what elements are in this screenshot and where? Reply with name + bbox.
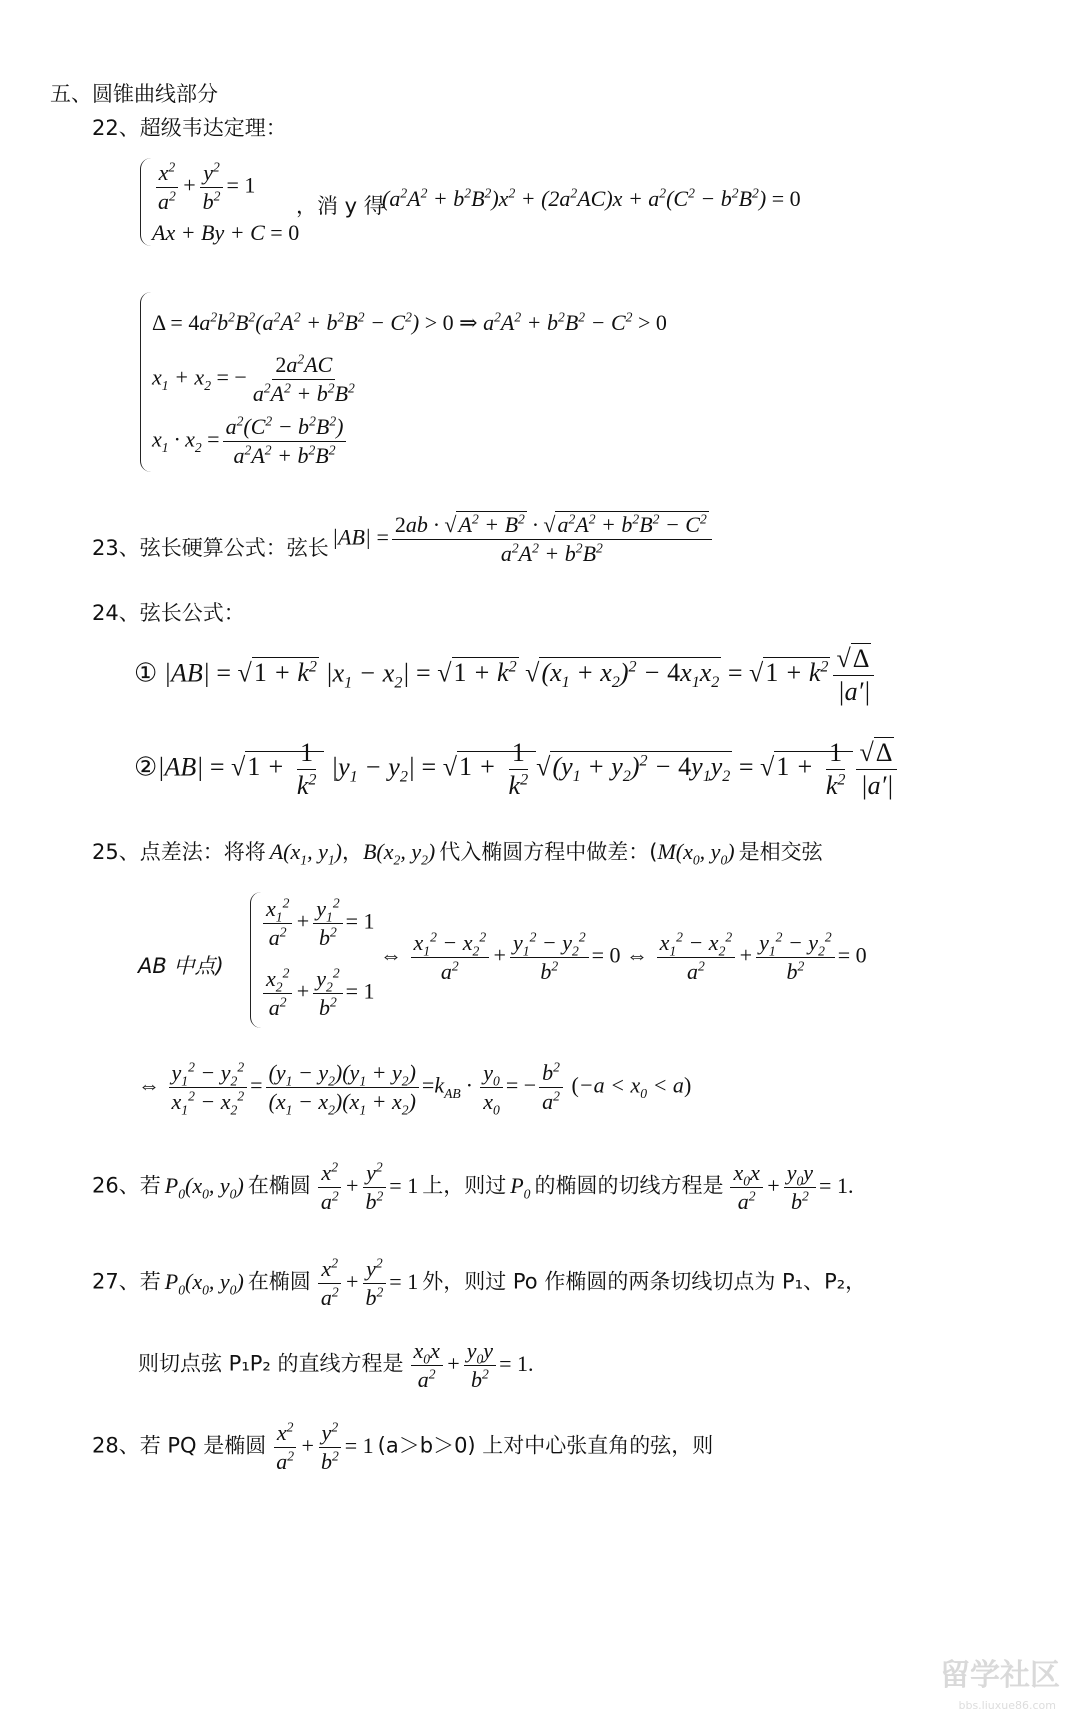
section-title: 五、圆锥曲线部分 [50,82,218,106]
watermark-logo: 留学社区 [940,1658,1060,1693]
item-25-mid-text: 代入椭圆方程中做差：( [439,840,658,864]
item-27-line-2: 则切点弦 P₁P₂ 的直线方程是 $\frac{x_0x}{a^2}$ + $\frac{y_0y}{b^2}$ = 1. [138,1338,534,1392]
item-25-ab-midpoint-label: AB 中点) [138,954,224,978]
item-28-text-b: (a＞b＞0) 上对中心张直角的弦，则 [377,1433,714,1458]
item-27-text-line2: 则切点弦 P₁P₂ 的直线方程是 [138,1351,404,1376]
item-25-difference: ⇔ $\frac{x_1^2 - x_2^2}{a^2}$ + $\frac{y_1^2 - y_2^2}{b^2}$ = 0 ⇔ $\frac{x_1^2 - x_2^2}{a^2}$ + $\frac{y_1^2 - y_2^2}{b^2}$ = 0 [380,929,867,984]
item-23-heading: 23、弦长硬算公式：弦长 [92,536,329,560]
item-25-heading: 25、点差法：将将 [92,840,266,864]
item-27-line: 27、若 $P_0(x_0$, $y_0$) 在椭圆 $\frac{x^2}{a^2}$ + $\frac{y^2}{b^2}$ = 1 外，则过 Po 作椭圆的两条切线切点为 P₁、P₂， [92,1255,867,1310]
item-26-line: 26、若 $P_0(x_0$, $y_0$) 在椭圆 $\frac{x^2}{a^2}$ + $\frac{y^2}{b^2}$ = 1 上，则过 $P_0$ 的椭圆的切线方程是 $\frac{x_0x}{a^2}$ + $\frac{y_0y}{b^2}$ = 1. [92,1159,854,1214]
item-24-formula-1: ① $|AB| = √1 + k^2$ $|x_1 - x_2| = √1 + k^2$ $√(x_1 + x_2)^2 - 4x_1x_2 = √1 + k^2$ $\frac{√\Delta}{|a'|}$ [134,644,877,707]
item-26-text-d: 的椭圆的切线方程是 [534,1173,724,1198]
item-23-formula: |AB| = $\frac{2ab \cdot √A^2 + B^2 \cdot √a^2A^2 + b^2B^2 - C^2}{a^2A^2 + b^2B^2}$ [332,512,715,567]
item-25-slope: ⇔ $\frac{y_1^2 - y_2^2}{x_1^2 - x_2^2}$ = $\frac{(y_1 - y_2)(y_1 + y_2)}{(x_1 - x_2)(x_1 + x_2)}$ $=k_{AB}$ · $\frac{y_0}{x_0}$ = − $\frac{b^2}{a^2}$ $(-a < x_0 < a)$ [138,1059,692,1118]
item-22-mid-text: ，消 y 得 [296,194,385,218]
item-25-line: 25、点差法：将将 $A(x_1$, $y_1$)，$B(x_2$, $y_2$) 代入椭圆方程中做差：($M(x_0$, $y_0$) 是相交弦 [92,839,823,868]
item-22-equation: $(a^2A^2 + b^2B^2)x^2 + (2a^2AC)x + a^2(C^2 - b^2B^2) = 0$ [382,185,801,211]
item-24-heading: 24、弦长公式： [92,601,245,625]
item-24-formula-2: ②|AB| = √1 + $\frac{1}{k^2}$ $|y_1 - y_2| = √1$ + $\frac{1}{k^2}$ $√(y_1 + y_2)^2 - 4y_1y_2 = √1$ + $\frac{1}{k^2}$ $\frac{√\Delta}{|a'|}$ [134,738,900,801]
item-26-text-a: 26、若 [92,1173,161,1198]
item-27-text-c: 外，则过 Po 作椭圆的两条切线切点为 P₁、P₂， [422,1269,867,1294]
item-27-text-a: 27、若 [92,1269,161,1294]
item-26-text-b: 在椭圆 [247,1173,311,1198]
item-27-text-b: 在椭圆 [247,1269,311,1294]
item-22-heading: 22、超级韦达定理： [92,116,287,140]
item-25-end-text: 是相交弦 [738,840,823,864]
watermark-url: bbs.liuxue86.com [958,1699,1056,1712]
item-26-text-c: 上，则过 [422,1173,507,1198]
item-28-text-a: 28、若 PQ 是椭圆 [92,1433,267,1458]
item-28-line: 28、若 PQ 是椭圆 $\frac{x^2}{a^2}$ + $\frac{y^2}{b^2}$ = 1 (a＞b＞0) 上对中心张直角的弦，则 [92,1419,714,1474]
